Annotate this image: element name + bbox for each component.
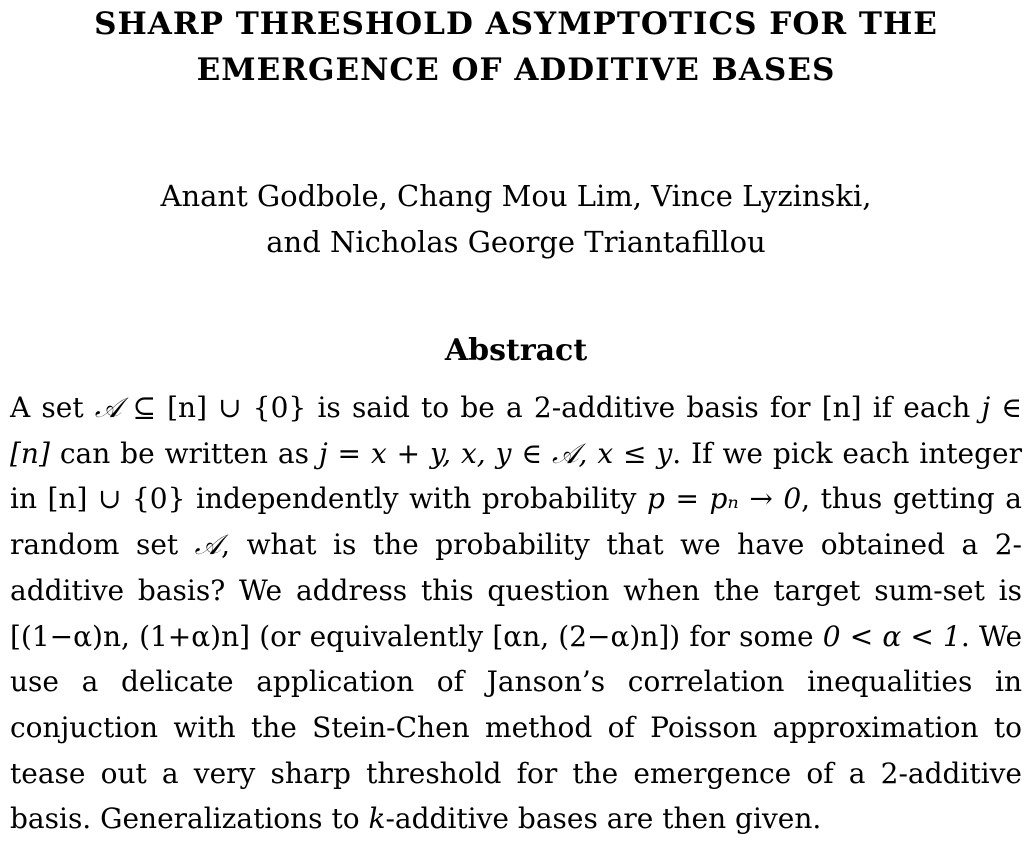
abstract-s10: ) for some [669, 619, 814, 653]
abstract-heading: Abstract [444, 333, 588, 368]
math-interval-1: [(1−α)n, (1+α)n] [10, 619, 251, 653]
authors-line-2: and Nicholas George Triantafillou [266, 225, 766, 259]
math-range-n0: [n] ∪ {0} [47, 482, 186, 516]
abstract-s2: is said to be a 2-additive basis for [317, 391, 811, 424]
abstract-s11: . We use a delicate application of Janson’s correlation inequalities in conjuction with the Stein-Chen method of Poisson approximation to tease out a very sharp threshold for the emergence of a 2-additive basis. Generalizations to [10, 619, 1023, 836]
math-set-a: 𝒜 [94, 391, 122, 424]
abstract-s4: can be written as [59, 436, 309, 470]
math-j-in-n: j ∈ [n] [10, 391, 1023, 470]
abstract-s8: , what is the probability that we have obtained a 2-additive basis? We address this question when the target sum-set is [10, 528, 1022, 607]
abstract-s5: . If we pick each integer in [10, 436, 1022, 516]
math-k: k [368, 802, 386, 836]
abstract-s6: independently with probability [195, 482, 637, 516]
math-alpha-range: 0 < α < 1 [822, 619, 961, 653]
math-range-n: [n] [821, 391, 862, 424]
abstract-s1: A set [10, 391, 84, 424]
authors-line-1: Anant Godbole, Chang Mou Lim, Vince Lyzinski, [160, 179, 872, 213]
author-list [10, 173, 1022, 265]
abstract-s9: (or equivalently [259, 619, 484, 653]
title-line-1: SHARP THRESHOLD ASYMPTOTICS FOR THE [94, 6, 938, 42]
math-set-a-2: 𝒜 [194, 528, 222, 562]
abstract-s3: if each [872, 391, 971, 424]
abstract-s12: -additive bases are then given. [385, 802, 822, 836]
math-subset-expr: ⊆ [n] ∪ {0} [132, 391, 307, 424]
abstract-s7: , thus getting a random set [10, 482, 1022, 562]
paper-title [10, 0, 1022, 93]
title-line-2: EMERGENCE OF ADDITIVE BASES [196, 52, 836, 88]
abstract-text [10, 385, 1022, 842]
math-sum-expr: j = x + y, x, y ∈ 𝒜, x ≤ y [318, 436, 673, 470]
math-interval-2: [αn, (2−α)n] [492, 619, 670, 653]
math-prob-expr: p = pₙ → 0 [647, 482, 802, 516]
